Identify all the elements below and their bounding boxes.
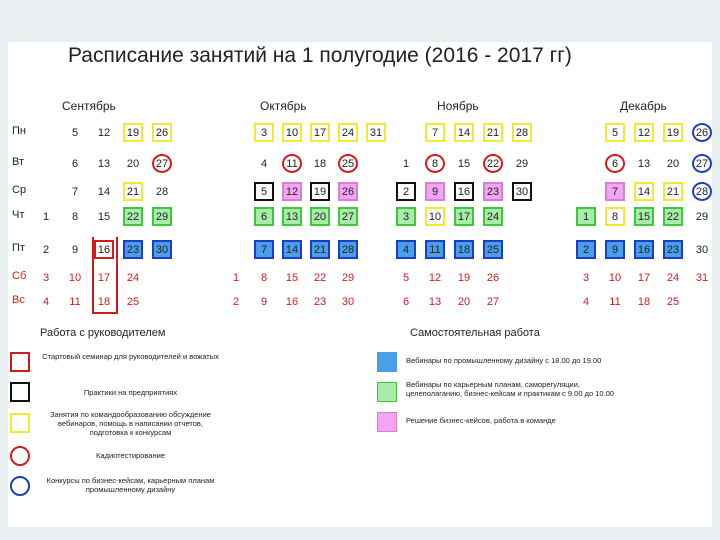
calendar-day: 25 xyxy=(126,295,140,308)
calendar-day: 4 xyxy=(582,295,590,308)
calendar-day: 28 xyxy=(692,182,712,201)
calendar-day: 11 xyxy=(69,295,81,308)
calendar-day: 5 xyxy=(254,182,274,201)
calendar-day: 31 xyxy=(695,271,709,284)
weekday-label: Пн xyxy=(12,125,26,137)
calendar-day: 14 xyxy=(634,182,654,201)
calendar-day: 26 xyxy=(152,123,172,142)
calendar-day: 19 xyxy=(663,123,683,142)
weekday-label: Вт xyxy=(12,156,25,168)
calendar-day: 10 xyxy=(68,271,82,284)
calendar-day: 23 xyxy=(663,240,683,259)
legend-right-2: Решение бизнес-кейсов, работа в команде xyxy=(406,416,556,425)
calendar-day: 7 xyxy=(71,185,79,198)
weekday-label: Пт xyxy=(12,242,25,254)
calendar-day: 30 xyxy=(341,295,355,308)
calendar-day: 30 xyxy=(152,240,172,259)
calendar-day: 24 xyxy=(483,207,503,226)
calendar-day: 17 xyxy=(97,271,111,284)
calendar-day: 7 xyxy=(254,240,274,259)
calendar-day: 1 xyxy=(232,271,240,284)
calendar-day: 9 xyxy=(425,182,445,201)
calendar-day: 8 xyxy=(260,271,268,284)
calendar-day: 13 xyxy=(97,157,111,170)
calendar-day: 3 xyxy=(42,271,50,284)
calendar-day: 5 xyxy=(402,271,410,284)
calendar-day: 29 xyxy=(152,207,172,226)
calendar-day: 1 xyxy=(576,207,596,226)
calendar-day: 15 xyxy=(97,210,111,223)
calendar-day: 12 xyxy=(634,123,654,142)
calendar-day: 21 xyxy=(483,123,503,142)
calendar-day: 14 xyxy=(454,123,474,142)
calendar-day: 10 xyxy=(282,123,302,142)
calendar-day: 12 xyxy=(282,182,302,201)
calendar-day: 6 xyxy=(402,295,410,308)
calendar-day: 23 xyxy=(483,182,503,201)
calendar-day: 20 xyxy=(310,207,330,226)
legend-yellow-square-icon xyxy=(10,413,30,433)
section-title-right: Самостоятельная работа xyxy=(410,327,540,339)
calendar-day: 3 xyxy=(254,123,274,142)
legend-right-1: Вебинары по карьерным планам, саморегуляции, целеполаганию, бизнес-кейсам и практикам с 9.00 до 10.00 xyxy=(406,380,614,398)
calendar-day: 29 xyxy=(515,157,529,170)
month-name: Октябрь xyxy=(260,99,307,113)
calendar-day: 13 xyxy=(428,295,442,308)
weekday-label: Ср xyxy=(12,184,27,196)
calendar-day: 9 xyxy=(260,295,268,308)
calendar-day: 20 xyxy=(457,295,471,308)
weekday-label: Сб xyxy=(12,270,27,282)
calendar-day: 15 xyxy=(457,157,471,170)
legend-blue-circle-icon xyxy=(10,476,30,496)
calendar-day: 29 xyxy=(695,210,709,223)
calendar-day: 18 xyxy=(97,295,111,308)
calendar-day: 13 xyxy=(637,157,651,170)
calendar-day: 30 xyxy=(695,243,709,256)
legend-left-4: Конкурсы по бизнес-кейсам, карьерным планам промышленному дизайну xyxy=(46,476,215,494)
calendar-day: 6 xyxy=(605,154,625,173)
calendar-day: 18 xyxy=(637,295,651,308)
calendar-day: 6 xyxy=(254,207,274,226)
calendar-day: 25 xyxy=(338,154,358,173)
calendar-day: 28 xyxy=(155,185,169,198)
calendar-day: 5 xyxy=(71,126,79,139)
calendar-day: 24 xyxy=(666,271,680,284)
calendar-day: 15 xyxy=(285,271,299,284)
september-red-frame xyxy=(92,237,118,314)
calendar-day: 28 xyxy=(512,123,532,142)
calendar-day: 31 xyxy=(366,123,386,142)
calendar-day: 8 xyxy=(605,207,625,226)
calendar-day: 12 xyxy=(97,126,111,139)
calendar-day: 16 xyxy=(454,182,474,201)
legend-blue-filled-square-icon xyxy=(377,352,397,372)
calendar-day: 18 xyxy=(454,240,474,259)
calendar-day: 13 xyxy=(282,207,302,226)
calendar-day: 4 xyxy=(260,157,268,170)
calendar-day: 22 xyxy=(313,271,327,284)
calendar-day: 19 xyxy=(457,271,471,284)
calendar-day: 16 xyxy=(285,295,299,308)
calendar-day: 27 xyxy=(692,154,712,173)
calendar-day: 23 xyxy=(123,240,143,259)
calendar-day: 26 xyxy=(692,123,712,142)
calendar-day: 10 xyxy=(608,271,622,284)
calendar-day: 21 xyxy=(663,182,683,201)
calendar-day: 20 xyxy=(666,157,680,170)
calendar-day: 15 xyxy=(634,207,654,226)
weekday-label: Вс xyxy=(12,294,25,306)
legend-left-2: Занятия по командообразованию обсуждение вебинаров, помощь в написании отчетов, подготовка к конкурсам xyxy=(50,410,211,437)
calendar-day: 17 xyxy=(454,207,474,226)
calendar-day: 14 xyxy=(97,185,111,198)
legend-right-0: Вебинары по промышленному дизайну с 18.00 до 19.00 xyxy=(406,356,602,365)
calendar-day: 2 xyxy=(576,240,596,259)
legend-pink-filled-square-icon xyxy=(377,412,397,432)
calendar-day: 11 xyxy=(609,295,621,308)
section-title-left: Работа с руководителем xyxy=(40,327,166,339)
month-name: Ноябрь xyxy=(437,99,479,113)
calendar-day: 19 xyxy=(123,123,143,142)
calendar-day: 12 xyxy=(428,271,442,284)
calendar-day: 27 xyxy=(486,295,500,308)
calendar-day: 11 xyxy=(282,154,302,173)
calendar-day: 19 xyxy=(310,182,330,201)
calendar-day: 28 xyxy=(338,240,358,259)
calendar-day: 16 xyxy=(634,240,654,259)
calendar-day: 2 xyxy=(396,182,416,201)
calendar-day: 8 xyxy=(71,210,79,223)
calendar-day: 17 xyxy=(310,123,330,142)
calendar-day: 17 xyxy=(637,271,651,284)
calendar-day: 9 xyxy=(71,243,79,256)
calendar-day: 3 xyxy=(396,207,416,226)
legend-green-filled-square-icon xyxy=(377,382,397,402)
calendar-day: 5 xyxy=(605,123,625,142)
calendar-day: 21 xyxy=(123,182,143,201)
calendar-day: 1 xyxy=(42,210,50,223)
calendar-day: 18 xyxy=(313,157,327,170)
calendar-day: 29 xyxy=(341,271,355,284)
calendar-day: 22 xyxy=(483,154,503,173)
calendar-day: 26 xyxy=(338,182,358,201)
calendar-day: 22 xyxy=(123,207,143,226)
calendar-day: 24 xyxy=(338,123,358,142)
calendar-day: 11 xyxy=(425,240,445,259)
calendar-day: 2 xyxy=(42,243,50,256)
legend-left-1: Практики на предприятиях xyxy=(83,388,178,397)
calendar-day: 22 xyxy=(663,207,683,226)
calendar-day: 25 xyxy=(666,295,680,308)
calendar-day: 27 xyxy=(152,154,172,173)
calendar-day: 10 xyxy=(425,207,445,226)
page-title: Расписание занятий на 1 полугодие (2016 - 2017 гг) xyxy=(68,44,572,67)
calendar-day: 16 xyxy=(94,240,114,259)
calendar-day: 26 xyxy=(486,271,500,284)
calendar-day: 23 xyxy=(313,295,327,308)
weekday-label: Чт xyxy=(12,209,25,221)
calendar-day: 9 xyxy=(605,240,625,259)
calendar-day: 30 xyxy=(512,182,532,201)
calendar-day: 27 xyxy=(338,207,358,226)
calendar-day: 21 xyxy=(310,240,330,259)
calendar-day: 4 xyxy=(42,295,50,308)
calendar-day: 2 xyxy=(232,295,240,308)
calendar-day: 7 xyxy=(605,182,625,201)
calendar-day: 1 xyxy=(402,157,410,170)
calendar-day: 20 xyxy=(126,157,140,170)
calendar-day: 24 xyxy=(126,271,140,284)
calendar-day: 3 xyxy=(582,271,590,284)
legend-left-3: Кадиотестирование xyxy=(96,451,165,460)
calendar-day: 14 xyxy=(282,240,302,259)
month-name: Сентябрь xyxy=(62,99,116,113)
calendar-day: 8 xyxy=(425,154,445,173)
legend-left-0: Стартовый семинар для руководителей и вожатых xyxy=(42,352,219,361)
calendar-day: 25 xyxy=(483,240,503,259)
legend-red-square-icon xyxy=(10,352,30,372)
calendar-day: 6 xyxy=(71,157,79,170)
legend-black-square-icon xyxy=(10,382,30,402)
calendar-day: 4 xyxy=(396,240,416,259)
legend-red-circle-icon xyxy=(10,446,30,466)
calendar-day: 7 xyxy=(425,123,445,142)
month-name: Декабрь xyxy=(620,99,667,113)
